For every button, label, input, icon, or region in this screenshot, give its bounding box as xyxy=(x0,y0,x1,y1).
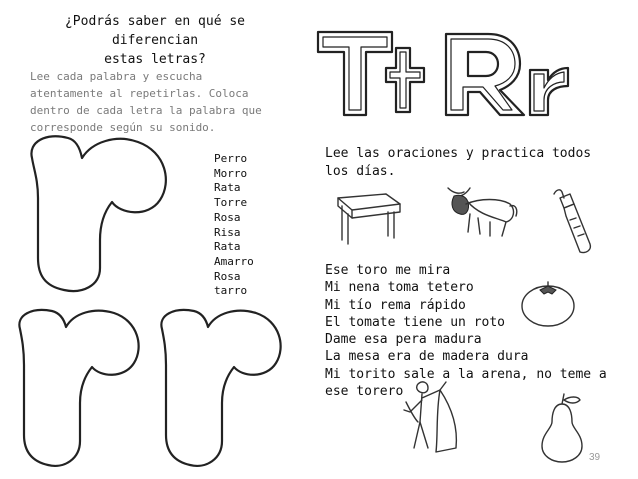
pear-icon xyxy=(532,392,592,462)
sentence-item: La mesa era de madera dura xyxy=(325,349,529,365)
bubble-letter-r-1 xyxy=(20,128,220,308)
practice-heading: Lee las oraciones y practica todos los días. xyxy=(325,146,592,179)
instructions-text: Lee cada palabra y escucha atentamente al repetirlas. Coloca dentro de cada letra la palabra que corresponde según su sonido. xyxy=(30,70,262,134)
page-number: 39 xyxy=(589,452,601,463)
sentence-list xyxy=(325,262,615,400)
word-item: Risa xyxy=(214,225,241,239)
question-line-2: estas letras? xyxy=(104,52,206,67)
sentence-item: El tomate tiene un roto xyxy=(325,314,506,330)
sentence-item: Ese toro me mira xyxy=(325,263,451,278)
letter-T-outline xyxy=(318,32,392,115)
word-item: Morro xyxy=(214,166,248,180)
baby-bottle-icon xyxy=(548,186,598,256)
word-item: tarro xyxy=(214,284,248,298)
worksheet-question xyxy=(30,12,280,69)
word-item: Rosa xyxy=(214,210,241,224)
word-item: Amarro xyxy=(214,254,254,268)
bubble-letter-r-3 xyxy=(152,305,312,475)
sentence-item: Mi tío rema rápido xyxy=(325,297,466,313)
letter-t-outline xyxy=(386,48,424,112)
sentence-item: Dame esa pera madura xyxy=(325,332,482,348)
question-line-1: ¿Podrás saber en qué se diferencian xyxy=(64,14,245,48)
word-item: Rata xyxy=(214,181,241,195)
sentence-item: Mi nena toma tetero xyxy=(325,280,474,296)
letter-r-outline xyxy=(530,68,568,115)
bubble-letter-r-2 xyxy=(10,305,170,475)
table-icon xyxy=(334,188,404,248)
word-item: Rosa xyxy=(214,269,241,283)
word-item: Torre xyxy=(214,196,248,210)
bull-icon xyxy=(440,180,520,240)
word-list xyxy=(214,152,254,299)
word-item: Rata xyxy=(214,240,241,254)
word-item: Perro xyxy=(214,152,248,165)
sentence-item: Mi torito sale a la arena, no teme a ese torero xyxy=(325,366,607,400)
letter-R-outline xyxy=(446,34,524,115)
